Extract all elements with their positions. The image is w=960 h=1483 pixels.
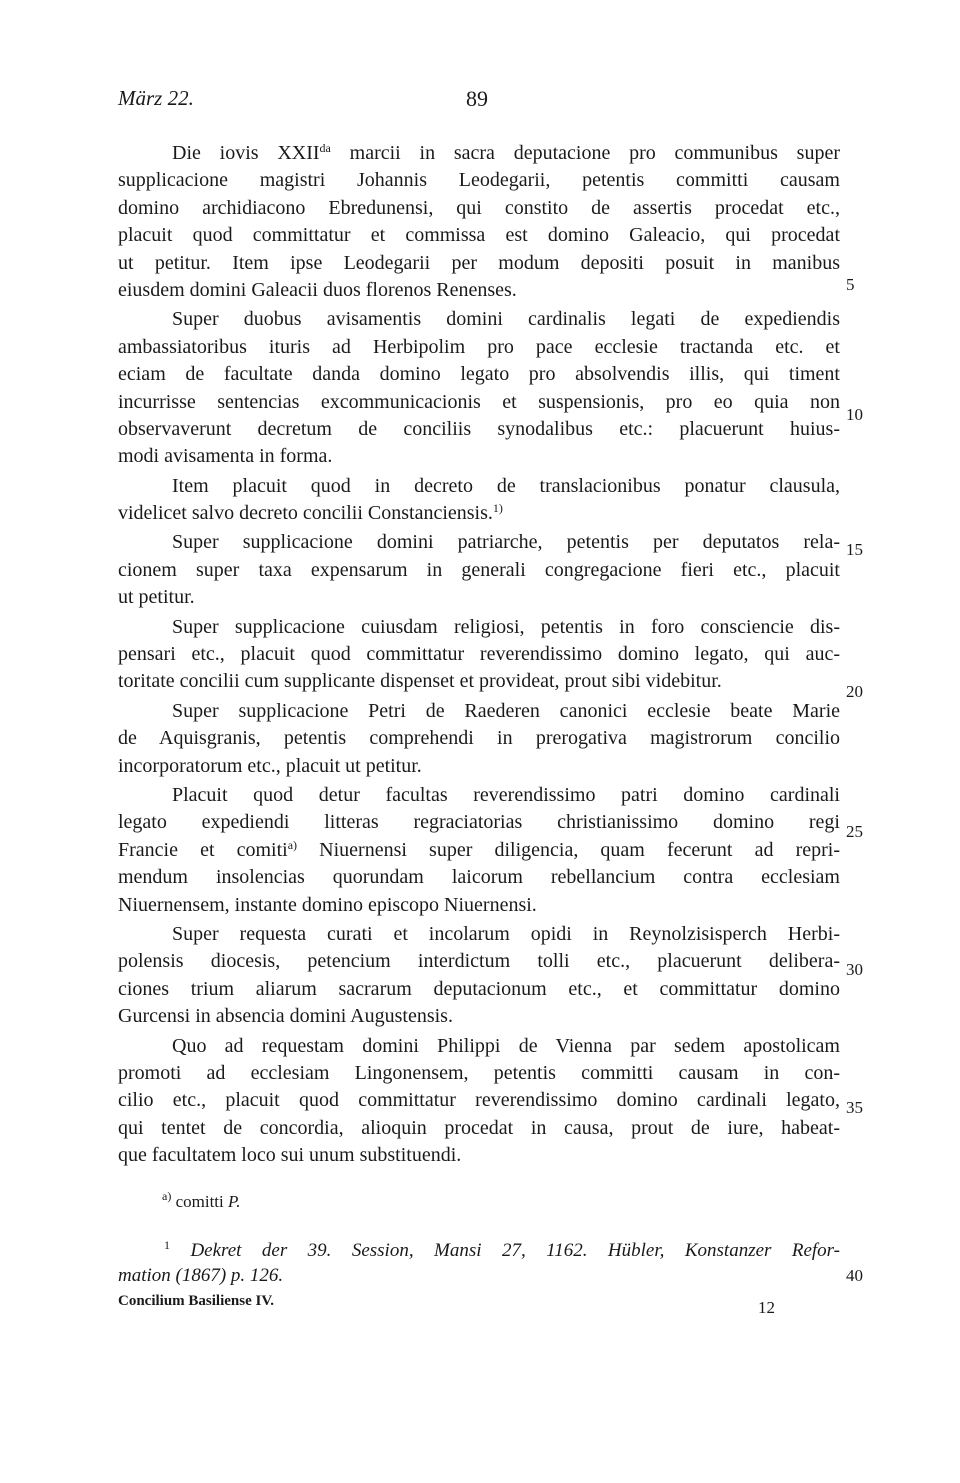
paragraph (118, 473, 840, 528)
text-line: Super duobus avisamentis domini cardinalis legati de expediendis (172, 308, 840, 331)
text-line: polensis diocesis, petencium interdictum tolli etc., placuerunt delibera- (118, 950, 840, 973)
text-line: ut petitur. (118, 586, 195, 609)
text-line: supplicacione magistri Johannis Leodegarii, petentis committi causam (118, 169, 840, 192)
paragraph (118, 140, 840, 304)
line-number-35: 35 (846, 1098, 863, 1117)
text-line: observaverunt decretum de conciliis synodalibus etc.: placuerunt huius- (118, 417, 840, 440)
text-line: mendum insolencias quorundam laicorum rebellancium contra ecclesiam (118, 866, 840, 889)
note-marker: a) (287, 837, 298, 852)
line-number-5: 5 (846, 275, 855, 294)
text-line: Francie et comiti$^{a)}$ Niuernensi super diligencia, quam fecerunt ad repri- (118, 837, 840, 861)
text-line: ambassiatoribus ituris ad Herbipolim pro pace ecclesie tractanda etc. et (118, 335, 840, 358)
text-line: promoti ad ecclesiam Lingonensem, petentis committi causam in con- (118, 1061, 840, 1084)
paragraph (118, 306, 840, 470)
text-line: de Aquisgranis, petentis comprehendi in prerogativa magistrorum concilio (118, 727, 840, 750)
text-line: incurrisse sentencias excommunicacionis et suspensionis, pro eo quia non (118, 390, 840, 413)
paragraph (118, 614, 840, 696)
text-line: Placuit quod detur facultas reverendissimo patri domino cardinali (172, 783, 840, 806)
footnote-a-text: comitti (175, 1192, 224, 1211)
paragraph (118, 921, 840, 1031)
text-line: Super requesta curati et incolarum opidi in Reynolzisisperch Herbi- (172, 922, 840, 945)
text-line: qui tentet de concordia, alioquin procedat in causa, prout de iure, habeat- (118, 1116, 840, 1139)
text-line: Niuernensem, instante domino episcopo Niuernensi. (118, 893, 537, 916)
text-line: Item placuit quod in decreto de translacionibus ponatur clausula, (172, 474, 840, 497)
note-marker: 1) (492, 501, 503, 516)
text-line: Quo ad requestam domini Philippi de Vienna par sedem apostolicam (172, 1034, 840, 1057)
note-marker: da (319, 141, 331, 155)
line-number-40: 40 (846, 1266, 863, 1285)
footnote-1-line: mation (1867) p. 126. (118, 1265, 284, 1286)
text-line: Gurcensi in absencia domini Augustensis. (118, 1005, 453, 1028)
text-line: Die iovis $XXII^{da}$ marcii in sacra deputacione pro communibus super (172, 141, 840, 164)
line-number-10: 10 (846, 405, 863, 424)
text-line: cionem super taxa expensarum in generali congregacione fieri etc., placuit (118, 558, 840, 581)
footnote-a-siglum: P. (228, 1192, 241, 1211)
text-line: videlicet salvo decreto concilii Constanciensis.$^{1)}$ (118, 501, 503, 525)
paragraph (118, 698, 840, 780)
line-number-20: 20 (846, 682, 863, 701)
footnote-a (162, 1189, 241, 1212)
signature-number: 12 (758, 1298, 775, 1317)
text-line: pensari etc., placuit quod committatur reverendissimo domino legato, qui auc- (118, 643, 840, 666)
text-line: ut petitur. Item ipse Leodegarii per modum depositi posuit in manibus (118, 251, 840, 274)
text-line: legato expediendi litteras regraciatorias christianissimo domino regi (118, 811, 840, 834)
text-line: domino archidiacono Ebredunensi, qui constito de assertis procedat etc., (118, 196, 840, 219)
text-line: modi avisamenta in forma. (118, 445, 333, 468)
line-number-15: 15 (846, 540, 863, 559)
text-line: Super supplicacione cuiusdam religiosi, petentis in foro consciencie dis- (172, 615, 840, 638)
line-number-30: 30 (846, 960, 863, 979)
footnote-1-text-1: Dekret der 39. Session, Mansi 27, 1162. Hübler, Konstanzer Refor- (190, 1240, 841, 1261)
running-head-date: März 22. (118, 86, 194, 110)
signature-title: Concilium Basiliense IV. (118, 1293, 274, 1309)
paragraph (118, 782, 840, 919)
footnote-a-marker: a) (162, 1189, 172, 1203)
text-line: Super supplicacione Petri de Raederen canonici ecclesie beate Marie (172, 699, 840, 722)
text-line: Super supplicacione domini patriarche, petentis per deputatos rela- (172, 531, 840, 554)
text-line: cilio etc., placuit quod committatur reverendissimo domino cardinali legato, (118, 1089, 840, 1112)
page-number: 89 (466, 86, 488, 111)
text-line: toritate concilii cum supplicante dispenset et provideat, prout sibi videbitur. (118, 670, 722, 693)
text-line: eiusdem domini Galeacii duos florenos Renenses. (118, 278, 517, 301)
paragraph (118, 529, 840, 611)
text-line: que facultatem loco sui unum substituendi. (118, 1144, 462, 1167)
text-line: placuit quod committatur et commissa est domino Galeacio, qui procedat (118, 224, 840, 247)
text-line: ciones trium aliarum sacrarum deputacionum etc., et committatur domino (118, 977, 840, 1000)
footnote-1-line (118, 1238, 840, 1263)
footnote-1 (118, 1238, 840, 1288)
text-line: eciam de facultate danda domino legato pro absolvendis illis, qui timent (118, 363, 840, 386)
paragraph (118, 1033, 840, 1170)
footnote-1-marker: 1 (164, 1238, 170, 1252)
text-line: incorporatorum etc., placuit ut petitur. (118, 754, 422, 777)
main-text (118, 140, 840, 1171)
line-number-25: 25 (846, 822, 863, 841)
